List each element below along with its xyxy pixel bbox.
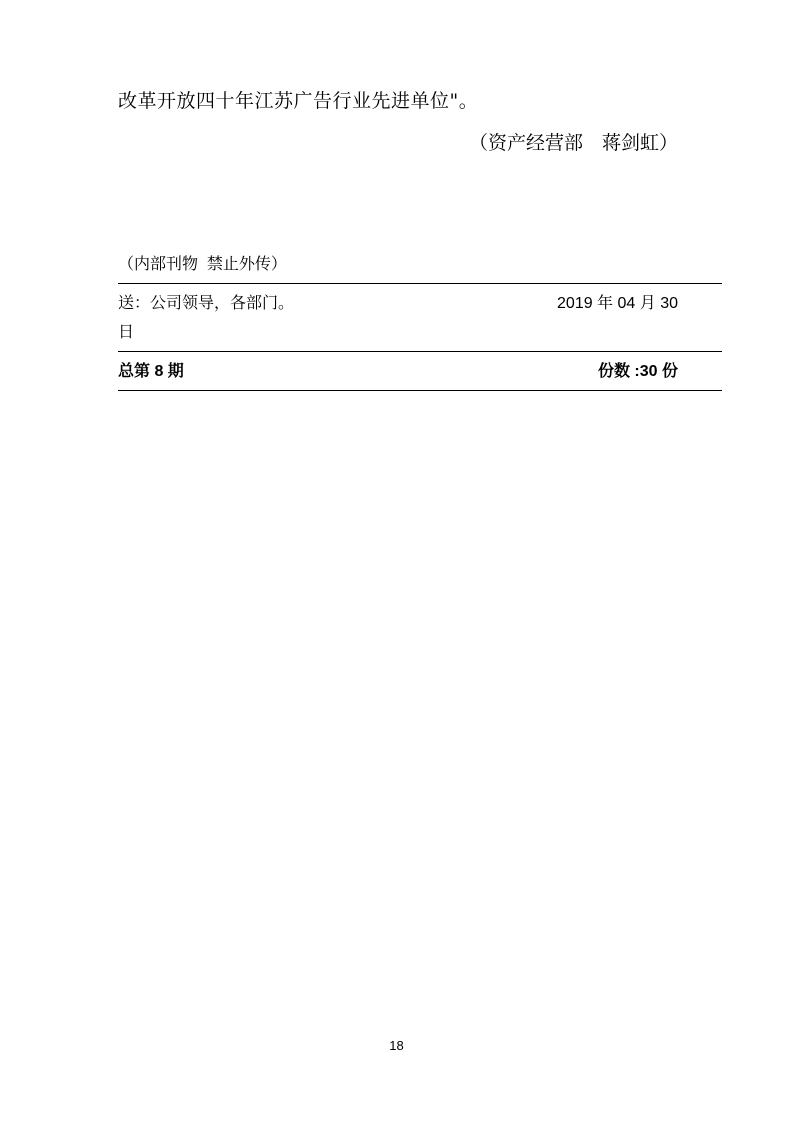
- footer-row-issue: [118, 352, 722, 390]
- footer-block: [118, 252, 722, 391]
- footer-row-distribution: [118, 284, 722, 351]
- copies-count-label: 份数 :30 份: [597, 363, 678, 380]
- page-number: 18: [389, 1038, 404, 1053]
- signature-line: （资产经营部 蒋剑虹）: [468, 132, 678, 154]
- issue-number-label: 总第 8 期: [118, 363, 184, 380]
- footer-date: 2019 年 04 月 30: [557, 295, 678, 312]
- body-paragraph: 改革开放四十年江苏广告行业先进单位"。: [118, 90, 479, 112]
- internal-publication-notice: （内部刊物 禁止外传）: [118, 256, 287, 273]
- distribution-label: 送：公司领导，各部门。: [118, 295, 295, 312]
- distribution-continuation: 日: [118, 324, 135, 341]
- footer-divider-bottom: [118, 390, 722, 391]
